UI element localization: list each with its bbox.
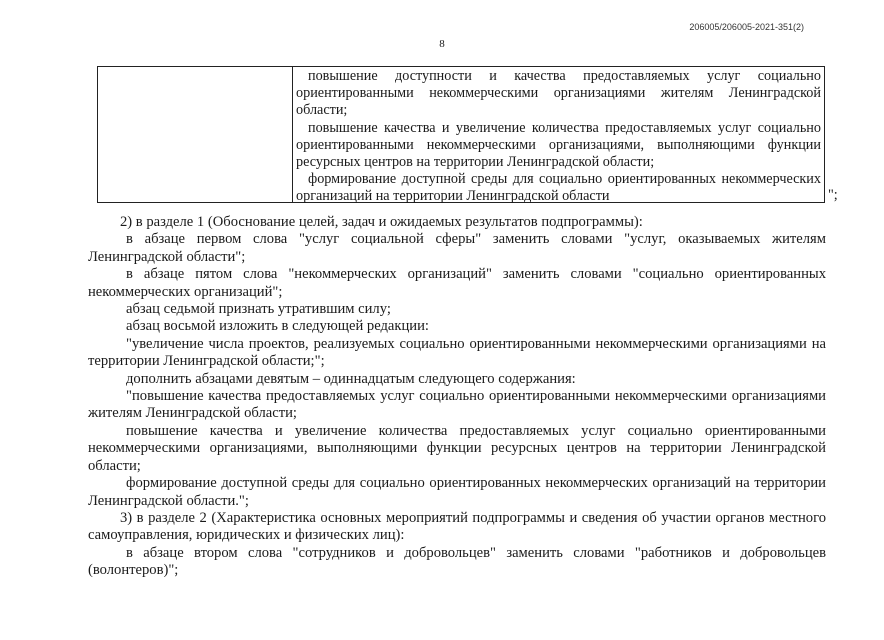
body-paragraph: 3) в разделе 2 (Характеристика основных мероприятий подпрограммы и сведения об участии органов местного самоуправления, юридических и физических лиц): <box>88 509 826 544</box>
body-paragraph: в абзаце первом слова "услуг социальной сферы" заменить словами "услуг, оказываемых жителям Ленинградской области"; <box>88 231 826 265</box>
table-closing-quote: "; <box>828 187 838 203</box>
document-body <box>88 214 826 580</box>
table-cell-paragraph: формирование доступной среды для социально ориентированных некоммерческих организаций на территории Ленинградской области <box>296 171 821 205</box>
body-paragraph: в абзаце пятом слова "некоммерческих организаций" заменить словами "социально ориентированных некоммерческих организаций"; <box>88 266 826 300</box>
page-number: 8 <box>439 38 445 50</box>
body-paragraph: абзац восьмой изложить в следующей редакции: <box>126 318 429 335</box>
body-paragraph: 2) в разделе 1 (Обоснование целей, задач и ожидаемых результатов подпрограммы): <box>120 214 643 230</box>
table-cell-paragraph: повышение качества и увеличение количества предоставляемых услуг социально ориентированными некоммерческими организациями, выполняющими функции ресурсных центров на территории Ленинградской области; <box>296 119 821 171</box>
table-fragment <box>97 66 825 203</box>
body-paragraph: "увеличение числа проектов, реализуемых социально ориентированными некоммерческими организациями на территории Ленинградской области;"; <box>88 335 826 370</box>
body-paragraph: повышение качества и увеличение количества предоставляемых услуг социально ориентированными некоммерческими организациями, выполняющими функции ресурсных центров на территории Ленинградской области; <box>88 422 826 474</box>
body-paragraph: "повышение качества предоставляемых услуг социально ориентированными некоммерческими организациями жителям Ленинградской области; <box>88 388 826 422</box>
document-id: 206005/206005-2021-351(2) <box>689 22 804 32</box>
table-cell-left-empty <box>98 67 293 202</box>
body-paragraph: формирование доступной среды для социально ориентированных некоммерческих организаций на территории Ленинградской области."; <box>88 475 826 509</box>
body-paragraph: абзац седьмой признать утратившим силу; <box>126 301 391 318</box>
table-cell-paragraph: повышение доступности и качества предоставляемых услуг социально ориентированными некоммерческими организациями жителям Ленинградской области; <box>296 68 821 119</box>
body-paragraph: в абзаце втором слова "сотрудников и добровольцев" заменить словами "работников и добровольцев (волонтеров)"; <box>88 544 826 579</box>
table-cell-right <box>293 67 824 206</box>
body-paragraph: дополнить абзацами девятым – одиннадцатым следующего содержания: <box>126 370 576 387</box>
